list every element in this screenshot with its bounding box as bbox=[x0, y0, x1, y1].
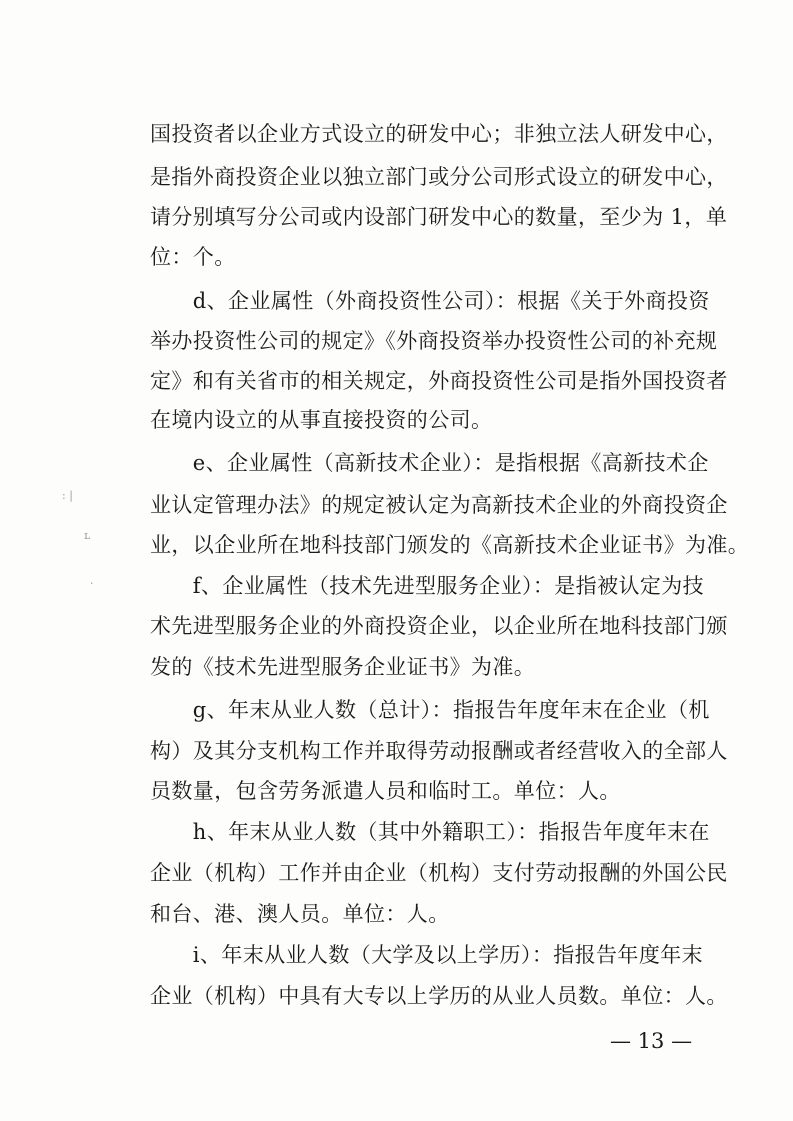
paragraph-e-line: e、企业属性（高新技术企业）：是指根据《高新技术企 bbox=[150, 451, 709, 475]
body-line: 企业（机构）中具有大专以上学历的从业人员数。单位：人。 bbox=[150, 984, 728, 1008]
margin-mark: · bbox=[90, 577, 94, 590]
paragraph-g-line: g、年末从业人数（总计）：指报告年度年末在企业（机 bbox=[150, 698, 710, 722]
page-number: — 13 — bbox=[610, 1029, 693, 1053]
paragraph-h-line: h、年末从业人数（其中外籍职工）：指报告年度年末在 bbox=[150, 820, 710, 844]
paragraph-d-line: d、企业属性（外商投资性公司）：根据《关于外商投资 bbox=[150, 289, 710, 313]
margin-mark: : | bbox=[62, 489, 73, 502]
body-line: 请分别填写分公司或内设部门研发中心的数量，至少为 1，单 bbox=[150, 205, 728, 229]
body-line: 和台、港、澳人员。单位：人。 bbox=[150, 902, 450, 926]
body-line: 员数量，包含劳务派遣人员和临时工。单位：人。 bbox=[150, 779, 621, 803]
body-line: 定》和有关省市的相关规定，外商投资性公司是指外国投资者 bbox=[150, 369, 728, 393]
paragraph-i-line: i、年末从业人数（大学及以上学历）：指报告年度年末 bbox=[150, 943, 704, 967]
body-line: 业，以企业所在地科技部门颁发的《高新技术企业证书》为准。 bbox=[150, 533, 750, 557]
margin-mark: ʟ bbox=[84, 529, 90, 542]
body-line: 企业（机构）工作并由企业（机构）支付劳动报酬的外国公民 bbox=[150, 861, 728, 885]
body-line: 术先进型服务企业的外商投资企业，以企业所在地科技部门颁 bbox=[150, 614, 728, 638]
body-line: 举办投资性公司的规定》《外商投资举办投资性公司的补充规 bbox=[150, 329, 718, 353]
paragraph-f-line: f、企业属性（技术先进型服务企业）：是指被认定为技 bbox=[150, 574, 705, 598]
body-line: 构）及其分支机构工作并取得劳动报酬或者经营收入的全部人 bbox=[150, 739, 728, 763]
body-line: 业认定管理办法》的规定被认定为高新技术企业的外商投资企 bbox=[150, 493, 728, 517]
body-line: 国投资者以企业方式设立的研发中心；非独立法人研发中心， bbox=[150, 122, 728, 146]
body-line: 发的《技术先进型服务企业证书》为准。 bbox=[150, 655, 536, 679]
body-line: 位：个。 bbox=[150, 245, 236, 269]
body-line: 在境内设立的从事直接投资的公司。 bbox=[150, 408, 493, 432]
body-line: 是指外商投资企业以独立部门或分公司形式设立的研发中心， bbox=[150, 165, 728, 189]
